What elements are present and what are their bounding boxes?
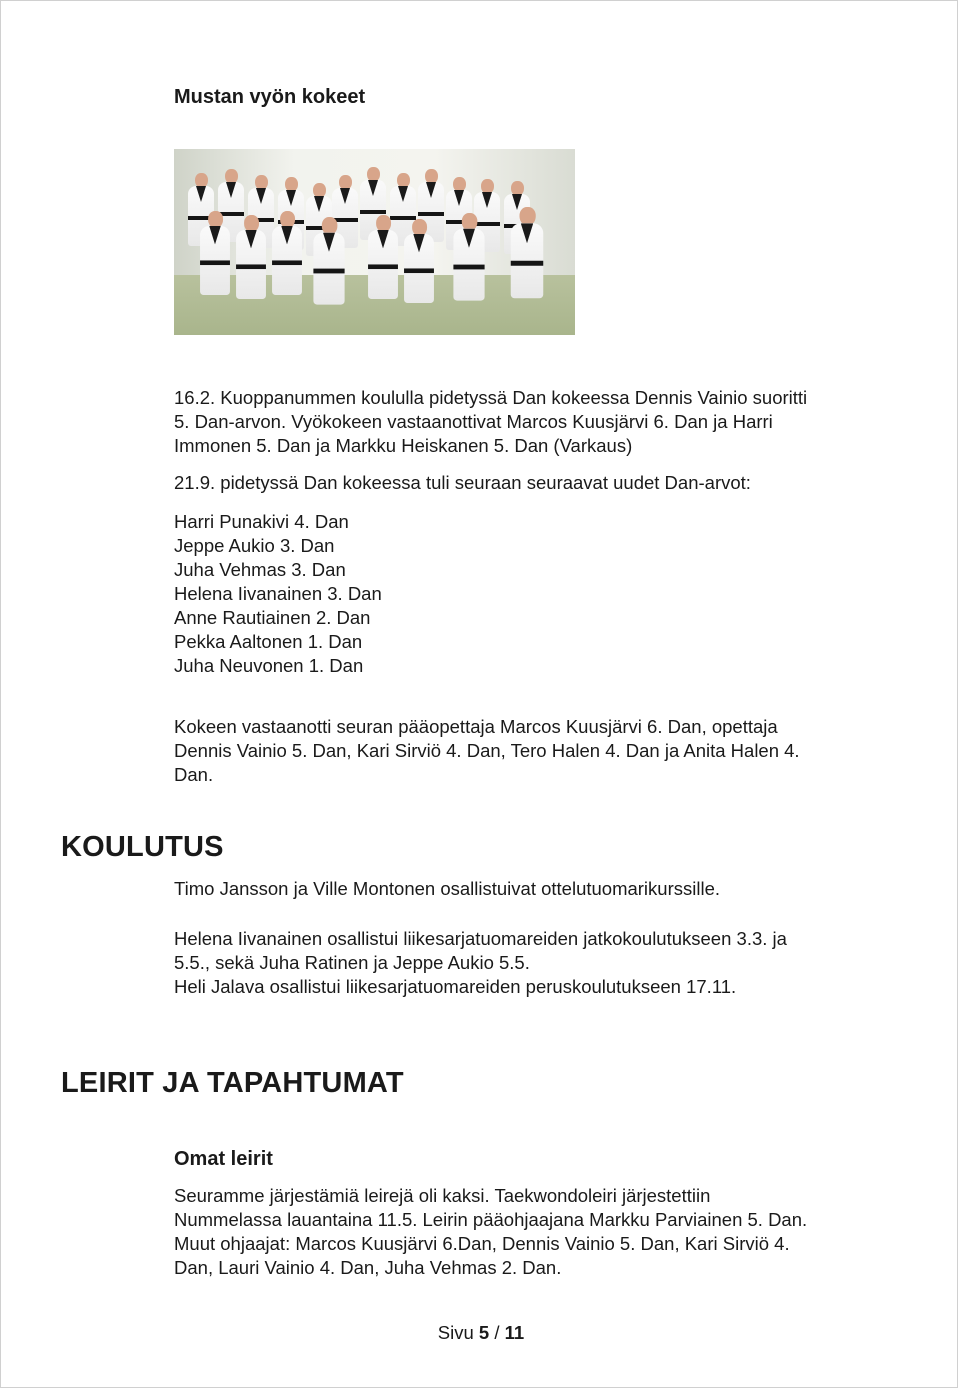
- text-line: 21.9. pidetyssä Dan kokeessa tuli seuraan seuraavat uudet Dan-arvot:: [174, 472, 751, 493]
- text-line: Dan.: [174, 764, 214, 785]
- text-line: Helena Iivanainen osallistui liikesarjatuomareiden jatkokoulutukseen 3.3. ja: [174, 928, 787, 949]
- paragraph-forms-judges: [174, 927, 914, 999]
- paragraph-referee-course: [174, 877, 914, 901]
- footer-separator: /: [489, 1322, 505, 1343]
- paragraph-dan-test-february: [174, 386, 914, 458]
- page-number-total: 11: [504, 1322, 525, 1343]
- page-footer: [1, 1322, 960, 1344]
- text-line: Dan, Lauri Vainio 4. Dan, Juha Vehmas 2. Dan.: [174, 1257, 562, 1278]
- heading-black-belt-tests: Mustan vyön kokeet: [174, 86, 366, 108]
- list-item: Pekka Aaltonen 1. Dan: [174, 631, 363, 652]
- list-item: Juha Vehmas 3. Dan: [174, 559, 346, 580]
- text-line: 16.2. Kuoppanummen koululla pidetyssä Dan kokeessa Dennis Vainio suoritti: [174, 387, 808, 408]
- footer-prefix: Sivu: [437, 1322, 479, 1343]
- heading-own-camps: Omat leirit: [174, 1148, 273, 1170]
- list-item: Jeppe Aukio 3. Dan: [174, 535, 335, 556]
- text-line: Kokeen vastaanotti seuran pääopettaja Marcos Kuusjärvi 6. Dan, opettaja: [174, 716, 778, 737]
- text-line: Seuramme järjestämiä leirejä oli kaksi. Taekwondoleiri järjestettiin: [174, 1185, 711, 1206]
- text-line: Heli Jalava osallistui liikesarjatuomareiden peruskoulutukseen 17.11.: [174, 976, 737, 997]
- dan-grades-list: [174, 510, 914, 678]
- text-line: Immonen 5. Dan ja Markku Heiskanen 5. Dan (Varkaus): [174, 435, 633, 456]
- group-photo: [174, 149, 575, 335]
- text-line: Timo Jansson ja Ville Montonen osallistuivat ottelutuomarikurssille.: [174, 878, 721, 899]
- heading-training: KOULUTUS: [61, 831, 224, 863]
- paragraph-dan-test-september: [174, 471, 914, 495]
- heading-camps-events: LEIRIT JA TAPAHTUMAT: [61, 1067, 404, 1099]
- paragraph-own-camps: [174, 1184, 914, 1280]
- list-item: Helena Iivanainen 3. Dan: [174, 583, 382, 604]
- text-line: 5.5., sekä Juha Ratinen ja Jeppe Aukio 5.5.: [174, 952, 530, 973]
- text-line: Nummelassa lauantaina 11.5. Leirin pääohjaajana Markku Parviainen 5. Dan.: [174, 1209, 808, 1230]
- list-item: Harri Punakivi 4. Dan: [174, 511, 349, 532]
- page-number-current: 5: [478, 1322, 490, 1343]
- list-item: Juha Neuvonen 1. Dan: [174, 655, 364, 676]
- text-line: Muut ohjaajat: Marcos Kuusjärvi 6.Dan, Dennis Vainio 5. Dan, Kari Sirviö 4.: [174, 1233, 790, 1254]
- text-line: 5. Dan-arvon. Vyökokeen vastaanottivat Marcos Kuusjärvi 6. Dan ja Harri: [174, 411, 773, 432]
- list-item: Anne Rautiainen 2. Dan: [174, 607, 371, 628]
- paragraph-test-examiners: [174, 715, 914, 787]
- text-line: Dennis Vainio 5. Dan, Kari Sirviö 4. Dan, Tero Halen 4. Dan ja Anita Halen 4.: [174, 740, 800, 761]
